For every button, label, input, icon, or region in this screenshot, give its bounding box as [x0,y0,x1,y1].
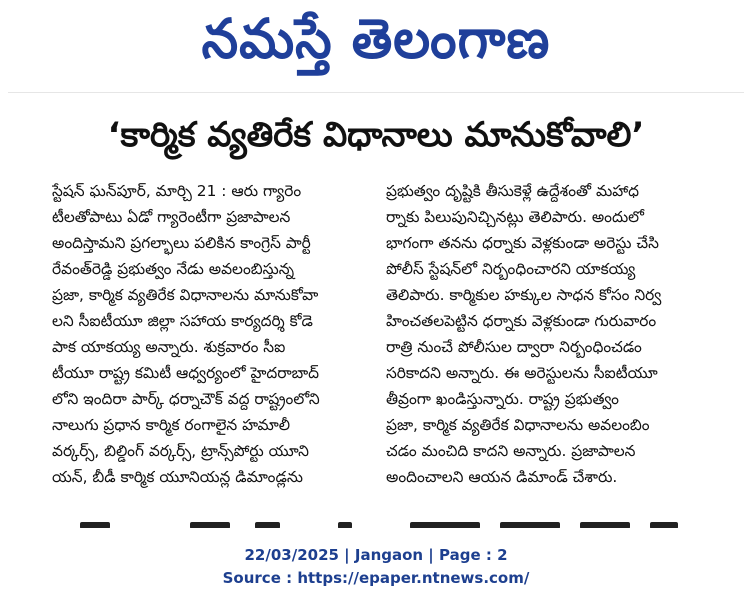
article-body [52,178,702,518]
article-line: భాగంగా తనను ధర్నాకు వెళ్లకుండా అరెస్టు చేసి [386,234,659,252]
newspaper-logo: నమస్తే తెలంగాణ [201,7,551,71]
article-line: ప్రజా, కార్మిక వ్యతిరేక విధానాలను మానుకోవా [52,286,319,304]
article-line: రాత్రి నుంచే పోలీసుల ద్వారా నిర్బంధించడం [386,338,642,356]
article-line: స్టేషన్ ఘన్‌పూర్, మార్చి 21 : ఆరు గ్యారెం [52,182,302,200]
article-line: అందిస్తామని ప్రగల్భాలు పలికిన కాంగ్రెస్ పార్టీ [52,234,311,252]
article-line: హించతలపెట్టిన ధర్నాకు వెళ్లకుండా గురువారం [386,312,657,330]
article-line: చడం మంచిది కాదని అన్నారు. ప్రజాపాలన [386,442,636,460]
article-line: టీలతోపాటు ఏడో గ్యారెంటీగా ప్రజాపాలన [52,208,291,226]
article-line: రేవంత్‌రెడ్డి ప్రభుత్వం నేడు అవలంబిస్తున్న [52,260,295,278]
masthead [0,0,752,92]
edition-info: 22/03/2025 | Jangaon | Page : 2 [244,546,508,564]
article-line: టీయూ రాష్ట్ర కమిటీ ఆధ్వర్యంలో హైదరాబాద్ [52,364,319,382]
article-headline: ‘కార్మిక వ్యతిరేక విధానాలు మానుకోవాలి’ [107,115,645,155]
article-line: సరికాదని అన్నారు. ఈ అరెస్టులను సీఐటీయూ [386,364,658,382]
article-line: లని సీఐటీయూ జిల్లా సహాయ కార్యదర్శి కోడె [52,312,313,330]
article-line: అందించాలని ఆయన డిమాండ్ చేశారు. [386,468,618,486]
article-line: పోలీస్ స్టేషన్‌లో నిర్బంధించారని యాకయ్య [386,260,636,278]
article-line: వర్కర్స్, బిల్డింగ్ వర్కర్స్, ట్రాన్స్‌పోర్టు యూని [52,442,309,460]
article-line: తీవ్రంగా ఖండిస్తున్నారు. రాష్ట్ర ప్రభుత్వం [386,390,619,408]
source-footer [0,544,752,590]
masthead-divider [8,92,744,93]
source-link: Source : https://epaper.ntnews.com/ [222,569,530,587]
article-line: నాలుగు ప్రధాన కార్మిక రంగాలైన హమాలీ [52,416,291,434]
article-line: లోని ఇందిరా పార్క్ ధర్నాచౌక్ వద్ద రాష్ట్రంలోని [52,390,320,408]
article-column-left [52,178,372,490]
article-line: ప్రజా, కార్మిక వ్యతిరేక విధానాలను అవలంబిం [386,416,650,434]
article-column-right [386,178,702,490]
article-line: ప్రభుత్వం దృష్టికి తీసుకెళ్లే ఉద్దేశంతో మహాధ [386,182,640,200]
article-line: యన్, బీడీ కార్మిక యూనియన్ల డిమాండ్లను [52,468,303,486]
article-line: పాక యాకయ్య అన్నారు. శుక్రవారం సీఐ [52,338,286,356]
article-line: ర్నాకు పిలుపునిచ్చినట్లు తెలిపారు. అందులో [386,208,645,226]
article-line: తెలిపారు. కార్మికుల హక్కుల సాధన కోసం నిర్వ [386,286,662,304]
